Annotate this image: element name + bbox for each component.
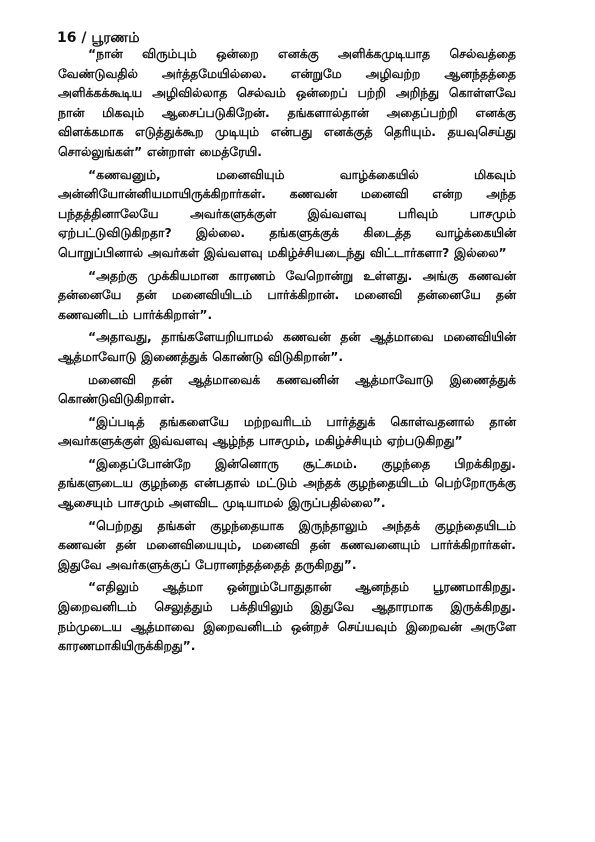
paragraph-main-reason: “அதற்கு முக்கியமான காரணம் வேறொன்று உள்ளது. அங்கு கணவன் தன்னையே தன் மனைவியிடம் பார்க்கிறான். மனைவி தன்னையே தன் கணவனிடம் பார்க்கிறாள்”. — [58, 267, 516, 322]
paragraph-divine-union: “எதிலும் ஆத்மா ஒன்றும்போதுதான் ஆனந்தம் பூரணமாகிறது. இறைவனிடம் செலுத்தும் பக்தியிலும் இதுவே ஆதாரமாக இருக்கிறது. நம்முடைய ஆத்மாவை இறைவனிடம் ஒன்றச் செய்யவும் இறைவன் அருளே காரணமாகியிருக்கிறது”. — [58, 579, 516, 654]
body-text — [58, 44, 516, 659]
paragraph-maitreyi-request: “நான் விரும்பும் ஒன்றை எனக்கு அளிக்கமுடியாத செல்வத்தை வேண்டுவதில் அர்த்தமேயில்லை. என்றுமே அழிவற்ற ஆனந்தத்தை அளிக்கக்கூடிய அழிவில்லாத செல்வம் ஒன்றைப் பற்றி அறிந்து கொள்ளவே நான் மிகவும் ஆசைப்படுகிறேன். தங்களால்தான் அதைப்பற்றி எனக்கு விளக்கமாக எடுத்துக்கூற முடியும் என்பது எனக்குத் தெரியும். தயவுசெய்து சொல்லுங்கள்” என்றாள் மைத்ரேயி. — [58, 46, 516, 159]
header-separator: / — [81, 30, 87, 46]
paragraph-husband-wife: “கணவனும், மனைவியும் வாழ்க்கையில் மிகவும் அன்னியோன்னியமாயிருக்கிறார்கள். கணவன் மனைவி என்ற அந்த பந்தத்தினாலேயே அவர்களுக்குள் இவ்வளவு பரிவும் பாசமும் ஏற்பட்டுவிடுகிறதா? இல்லை. தங்களுக்குக் கிடைத்த வாழ்க்கையின் பொறுப்பினால் அவர்கள் இவ்வளவு மகிழ்ச்சியடைந்து விட்டார்களா? இல்லை” — [58, 166, 516, 260]
page-number: 16 — [57, 30, 77, 46]
paragraph-soul-union-husband: “அதாவது, தாங்களேயறியாமல் கணவன் தன் ஆத்மாவை மனைவியின் ஆத்மாவோடு இணைத்துக் கொண்டு விடுகிறான்”. — [58, 329, 516, 364]
paragraph-child-joy: “பெற்றது தங்கள் குழந்தையாக இருந்தாலும் அந்தக் குழந்தையிடம் கணவன் தன் மனைவியையும், மனைவி தன் கணவனையும் பார்க்கிறார்கள். இதுவே அவர்களுக்குப் பேரானந்தத்தைத் தருகிறது”. — [58, 517, 516, 572]
paragraph-child-subtlety: “இதைப்போன்றே இன்னொரு சூட்சுமம். குழந்தை பிறக்கிறது. தங்களுடைய குழந்தை என்பதால் மட்டும் அந்தக் குழந்தையிடம் பெற்றோருக்கு ஆசையும் பாசமும் அளவிட முடியாமல் இருப்பதில்லை”. — [58, 455, 516, 511]
paragraph-deep-affection: “இப்படித் தங்களையே மற்றவரிடம் பார்த்துக் கொள்வதனால் தான் அவர்களுக்குள் இவ்வளவு ஆழ்ந்த பாசமும், மகிழ்ச்சியும் ஏற்படுகிறது” — [58, 413, 516, 449]
book-title: பூரணம் — [91, 30, 140, 46]
paragraph-soul-union-wife: மனைவி தன் ஆத்மாவைக் கணவனின் ஆத்மாவோடு இணைத்துக் கொண்டுவிடுகிறாள். — [58, 371, 516, 407]
